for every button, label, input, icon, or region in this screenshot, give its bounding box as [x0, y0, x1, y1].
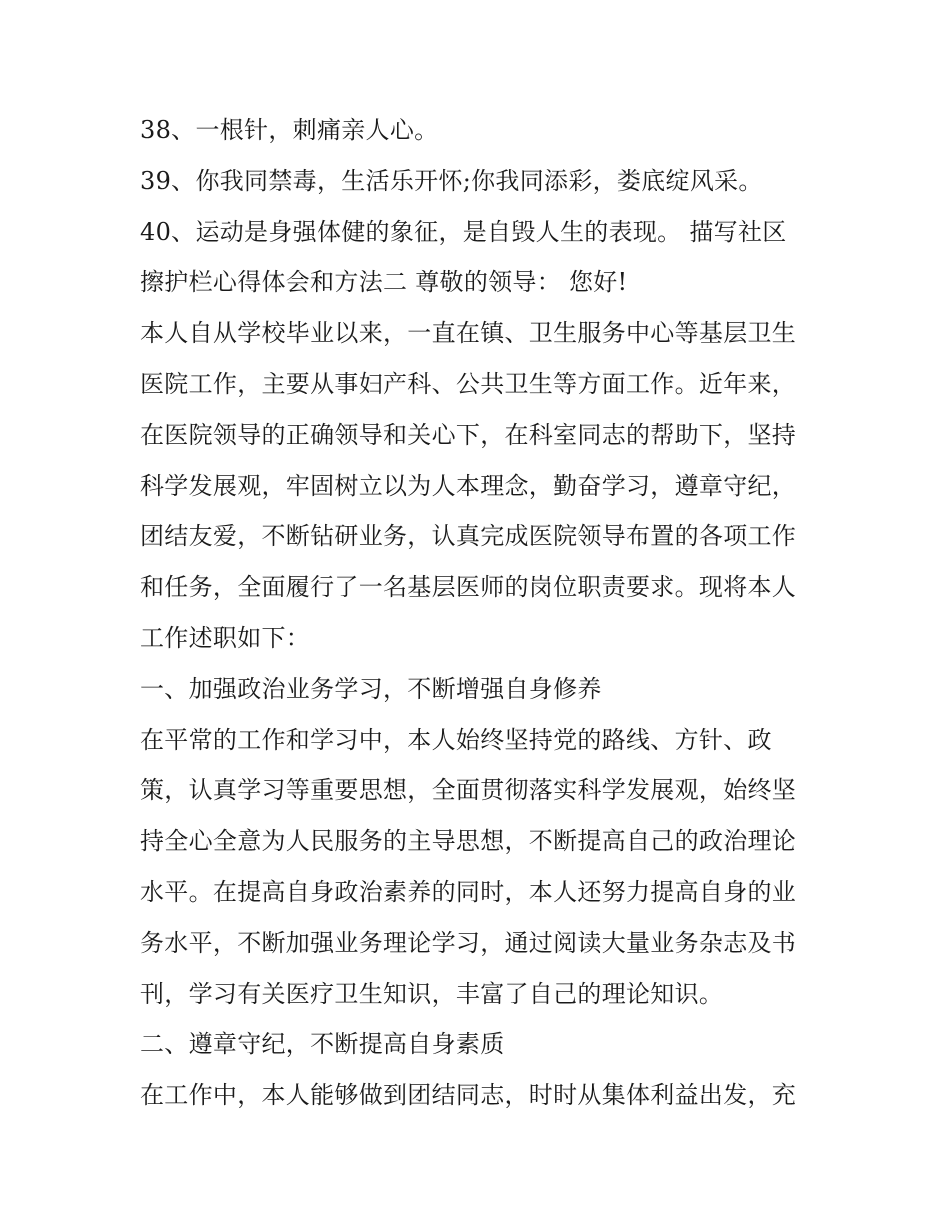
text-line: 在医院领导的正确领导和关心下，在科室同志的帮助下，坚持	[140, 420, 797, 449]
text-line: 本人自从学校毕业以来，一直在镇、卫生服务中心等基层卫生	[140, 319, 797, 348]
document-body	[140, 105, 820, 1121]
text-line: 持全心全意为人民服务的主导思想，不断提高自己的政治理论	[140, 827, 797, 856]
text-line: 团结友爱，不断钻研业务，认真完成医院领导布置的各项工作	[140, 522, 797, 551]
text-line: 在平常的工作和学习中，本人始终坚持党的路线、方针、政	[140, 725, 772, 754]
text-line: 40、运动是身强体健的象征，是自毁人生的表现。 描写社区	[140, 217, 787, 246]
text-line: 医院工作，主要从事妇产科、公共卫生等方面工作。近年来，	[140, 369, 797, 398]
text-line: 擦护栏心得体会和方法二 尊敬的领导： 您好!	[140, 268, 628, 297]
text-line: 和任务，全面履行了一名基层医师的岗位职责要求。现将本人	[140, 573, 797, 602]
text-line: 水平。在提高自身政治素养的同时，本人还努力提高自身的业	[140, 877, 797, 906]
text-line: 在工作中，本人能够做到团结同志，时时从集体利益出发，充	[140, 1081, 797, 1110]
text-line: 39、你我同禁毒，生活乐开怀;你我同添彩，娄底绽风采。	[140, 166, 763, 195]
text-line: 务水平，不断加强业务理论学习，通过阅读大量业务杂志及书	[140, 928, 797, 957]
text-line: 策，认真学习等重要思想，全面贯彻落实科学发展观，始终坚	[140, 776, 797, 805]
text-line: 38、一根针，刺痛亲人心。	[140, 116, 439, 144]
section-heading: 一、加强政治业务学习，不断增强自身修养	[140, 674, 602, 703]
text-line: 科学发展观，牢固树立以为人本理念，勤奋学习，遵章守纪，	[140, 471, 797, 500]
text-line: 工作述职如下：	[140, 623, 311, 652]
section-heading: 二、遵章守纪，不断提高自身素质	[140, 1030, 505, 1059]
text-line: 刊，学习有关医疗卫生知识，丰富了自己的理论知识。	[140, 979, 724, 1008]
